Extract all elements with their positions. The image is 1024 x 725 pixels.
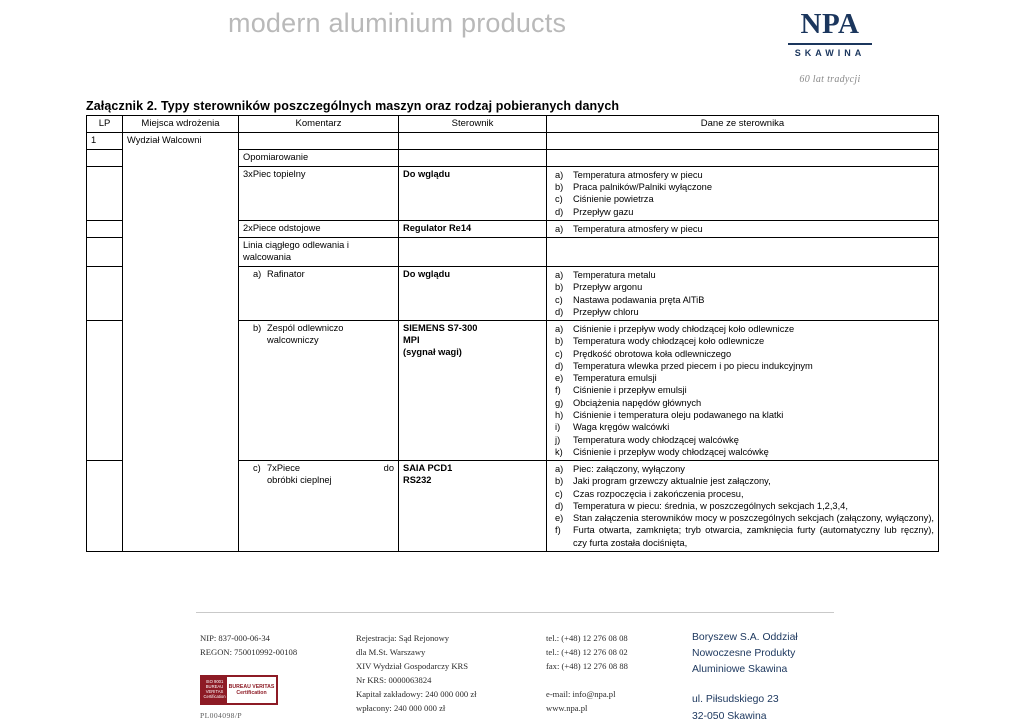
sub-item-text: Zespól odlewniczo walcowniczy <box>267 323 344 345</box>
col-header-lp: LP <box>87 116 123 133</box>
footer-regon: REGON: 750010992-00108 <box>200 646 298 657</box>
list-item <box>551 372 934 384</box>
cell-controller <box>399 461 547 552</box>
item-marker: c) <box>555 348 563 359</box>
footer-column-tax <box>200 632 350 660</box>
company-name-line: Nowoczesne Produkty <box>692 648 796 660</box>
item-text: Przepływ gazu <box>573 206 634 217</box>
item-text: Ciśnienie powietrza <box>573 194 654 205</box>
item-marker: d) <box>555 306 564 317</box>
footer-website[interactable]: www.npa.pl <box>546 702 588 713</box>
page-header <box>0 0 1024 92</box>
certificate-right-line-1: BUREAU VERITAS <box>228 683 275 690</box>
sub-item-marker-spacer <box>243 475 261 487</box>
list-item <box>551 446 934 458</box>
cell-lp <box>87 321 123 461</box>
item-marker: e) <box>555 373 564 384</box>
footer-divider <box>196 612 834 613</box>
sub-item-text: 7xPiece <box>267 463 301 474</box>
item-marker: b) <box>555 282 564 293</box>
attachment-table-wrapper <box>86 115 938 552</box>
cell-place: Wydział Walcowni <box>123 133 239 552</box>
item-text: Temperatura wlewka przed piecem i po piecu indukcyjnym <box>573 360 813 371</box>
item-marker: b) <box>555 476 564 487</box>
item-marker: a) <box>555 224 564 234</box>
list-item <box>551 524 934 549</box>
item-marker: b) <box>555 336 564 347</box>
list-item <box>551 181 934 193</box>
cell-data <box>547 267 939 321</box>
footer-nip: NIP: 837-000-06-34 <box>200 633 270 643</box>
footer-reg-line: dla M.St. Warszawy <box>356 646 426 657</box>
cell-controller: Regulator Re14 <box>399 221 547 238</box>
list-item <box>551 323 934 335</box>
item-text: Obciążenia napędów głównych <box>573 397 702 408</box>
logo-divider <box>788 43 872 45</box>
npa-logo <box>760 10 900 85</box>
list-item <box>551 421 934 433</box>
sub-item-text-row <box>267 463 394 475</box>
item-marker: a) <box>555 464 564 475</box>
list-item <box>551 409 934 421</box>
item-marker: b) <box>555 182 564 193</box>
header-tagline: modern aluminium products <box>228 8 567 38</box>
footer-column-contact <box>546 632 686 716</box>
company-name-line: Aluminiowe Skawina <box>692 664 788 676</box>
controller-line: RS232 <box>403 474 432 485</box>
item-text: Ciśnienie i przepływ emulsji <box>573 385 687 396</box>
list-item <box>551 306 934 318</box>
company-address-line: 32-050 Skawina <box>692 710 767 722</box>
item-text: Stan załączenia sterowników mocy w poszczególnych sekcjach (załączony, wyłączony), <box>573 513 935 524</box>
footer-fax: fax: (+48) 12 276 08 88 <box>546 660 628 671</box>
cell-data <box>547 221 939 238</box>
cell-data <box>547 150 939 167</box>
item-marker: h) <box>555 409 564 420</box>
item-marker: g) <box>555 397 564 408</box>
cell-lp <box>87 267 123 321</box>
cell-data <box>547 461 939 552</box>
list-item <box>551 475 934 487</box>
cell-data <box>547 166 939 220</box>
item-marker: a) <box>555 324 564 335</box>
list-item <box>551 294 934 306</box>
footer-email[interactable]: e-mail: info@npa.pl <box>546 688 616 699</box>
list-item <box>551 193 934 205</box>
footer-reg-line: XIV Wydział Gospodarczy KRS <box>356 660 469 671</box>
item-text: Przepływ chloru <box>573 306 639 317</box>
controller-line: (sygnał wagi) <box>403 346 462 357</box>
bureau-veritas-certification-logo <box>200 675 278 705</box>
item-marker: c) <box>555 488 563 499</box>
item-text: Prędkość obrotowa koła odlewniczego <box>573 348 732 359</box>
controller-line: SIEMENS S7-300 <box>403 323 478 334</box>
sub-item-text: Rafinator <box>267 269 305 280</box>
cell-lp <box>87 238 123 267</box>
table-header-row <box>87 116 939 133</box>
item-marker: e) <box>555 513 564 524</box>
cell-comment: 2xPiece odstojowe <box>239 221 399 238</box>
certificate-bv-text: BUREAU VERITAS <box>205 684 224 694</box>
list-item <box>551 397 934 409</box>
item-text: Nastawa podawania pręta AlTiB <box>573 294 705 305</box>
item-marker: k) <box>555 446 563 457</box>
cell-lp <box>87 150 123 167</box>
company-address-line: ul. Piłsudskiego 23 <box>692 694 779 706</box>
item-text: Temperatura wody chłodzącej walcówkę <box>573 434 739 445</box>
logo-brand-text: NPA <box>800 8 860 40</box>
sub-item-text-suffix: do <box>383 463 394 474</box>
list-item <box>551 360 934 372</box>
certificate-badge-left <box>202 677 227 703</box>
list-item <box>551 384 934 396</box>
list-item <box>551 348 934 360</box>
company-name-line: Boryszew S.A. Oddział <box>692 632 798 643</box>
cell-lp: 1 <box>87 133 123 150</box>
item-text: Czas rozpoczęcia i zakończenia procesu, <box>573 488 744 499</box>
controller-line: SAIA PCD1 <box>403 463 453 474</box>
list-item <box>551 335 934 347</box>
cell-data <box>547 133 939 150</box>
item-text: Ciśnienie i przepływ wody chłodzącej koło odlewnicze <box>573 324 795 335</box>
certificate-badge-right <box>227 684 276 696</box>
footer-column-registration <box>356 632 542 716</box>
item-marker: a) <box>555 270 564 281</box>
list-item <box>551 281 934 293</box>
cell-controller: Do wglądu <box>399 267 547 321</box>
list-item <box>551 206 934 218</box>
footer-reg-line: Nr KRS: 0000063824 <box>356 674 432 685</box>
item-text: Temperatura metalu <box>573 270 656 281</box>
list-item <box>551 463 934 475</box>
item-marker: d) <box>555 360 564 371</box>
footer-spacer <box>546 674 686 688</box>
footer-reg-line: Rejestracja: Sąd Rejonowy <box>356 633 450 643</box>
footer-column-company <box>692 630 902 725</box>
certificate-iso-text: ISO 9001 <box>205 679 224 685</box>
cell-lp <box>87 461 123 552</box>
item-text: Jaki program grzewczy aktualnie jest załączony, <box>573 476 771 487</box>
item-marker: c) <box>555 294 563 305</box>
item-text: Temperatura atmosfery w piecu <box>573 224 703 234</box>
cell-lp <box>87 221 123 238</box>
table-row <box>87 133 939 150</box>
certificate-cert-text: Certification <box>203 693 226 699</box>
item-marker: c) <box>555 194 563 205</box>
list-item <box>551 488 934 500</box>
cell-comment: 3xPiec topielny <box>239 166 399 220</box>
list-item <box>551 269 934 281</box>
cell-controller <box>399 238 547 267</box>
item-text: Ciśnienie i przepływ wody chłodzącej walcówkę <box>573 446 769 457</box>
logo-anniversary-text: 60 lat tradycji <box>799 74 861 85</box>
cell-lp <box>87 166 123 220</box>
footer-reg-line: wpłacony: 240 000 000 zł <box>356 702 446 713</box>
list-item <box>551 512 934 524</box>
sub-item-text-line2: obróbki cieplnej <box>267 474 332 485</box>
document-code: PL004098/P <box>200 711 242 720</box>
sub-item-marker: a) <box>253 269 262 280</box>
cell-comment <box>239 321 399 461</box>
col-header-controller: Sterownik <box>399 116 547 133</box>
item-text: Temperatura w piecu: średnia, w poszczególnych sekcjach 1,2,3,4, <box>573 500 848 511</box>
cell-comment <box>239 461 399 552</box>
item-text: Przepływ argonu <box>573 282 643 293</box>
cell-controller <box>399 133 547 150</box>
cell-comment <box>239 267 399 321</box>
list-item <box>551 169 934 181</box>
logo-sub-text: SKAWINA <box>794 48 866 58</box>
cell-controller <box>399 150 547 167</box>
item-marker: d) <box>555 500 564 511</box>
document-title: Załącznik 2. Typy sterowników poszczególnych maszyn oraz rodzaj pobieranych danych <box>86 99 620 113</box>
footer-tel-2: tel.: (+48) 12 276 08 02 <box>546 646 628 657</box>
footer-reg-line: Kapitał zakładowy: 240 000 000 zł <box>356 688 477 699</box>
sub-item-marker: c) <box>253 463 261 474</box>
cell-comment: Linia ciągłego odlewania i walcowania <box>239 238 399 267</box>
list-item <box>551 434 934 446</box>
item-text: Ciśnienie i temperatura oleju podawanego na klatki <box>573 409 784 420</box>
list-item <box>551 223 934 235</box>
col-header-comment: Komentarz <box>239 116 399 133</box>
page-footer <box>0 612 1024 724</box>
col-header-data: Dane ze sterownika <box>547 116 939 133</box>
item-text: Temperatura wody chłodzącej koło odlewnicze <box>573 336 765 347</box>
item-text: Temperatura emulsji <box>573 373 657 384</box>
item-marker: f) <box>555 385 561 396</box>
attachment-table <box>86 115 939 552</box>
certificate-right-line-2: Certification <box>236 690 267 696</box>
item-marker: a) <box>555 169 564 180</box>
item-text: Piec: załączony, wyłączony <box>573 464 685 475</box>
cell-controller: Do wglądu <box>399 166 547 220</box>
controller-line: MPI <box>403 335 420 345</box>
footer-tel-1: tel.: (+48) 12 276 08 08 <box>546 633 628 643</box>
item-marker: i) <box>555 422 561 433</box>
list-item <box>551 500 934 512</box>
item-text: Praca palników/Palniki wyłączone <box>573 182 713 193</box>
item-text: Waga kręgów walcówki <box>573 422 670 433</box>
cell-data <box>547 238 939 267</box>
item-marker: j) <box>555 434 561 445</box>
col-header-place: Miejsca wdrożenia <box>123 116 239 133</box>
sub-item-marker: b) <box>253 323 262 334</box>
cell-data <box>547 321 939 461</box>
cell-comment: Opomiarowanie <box>239 150 399 167</box>
item-text: Temperatura atmosfery w piecu <box>573 169 703 180</box>
item-text: Furta otwarta, zamknięta; tryb otwarcia, zamknięcia furty (automatyczny lub ręczny), czy furta została dociśnięta, <box>573 525 934 548</box>
cell-comment <box>239 133 399 150</box>
item-marker: f) <box>555 525 561 536</box>
cell-controller <box>399 321 547 461</box>
item-marker: d) <box>555 206 564 217</box>
